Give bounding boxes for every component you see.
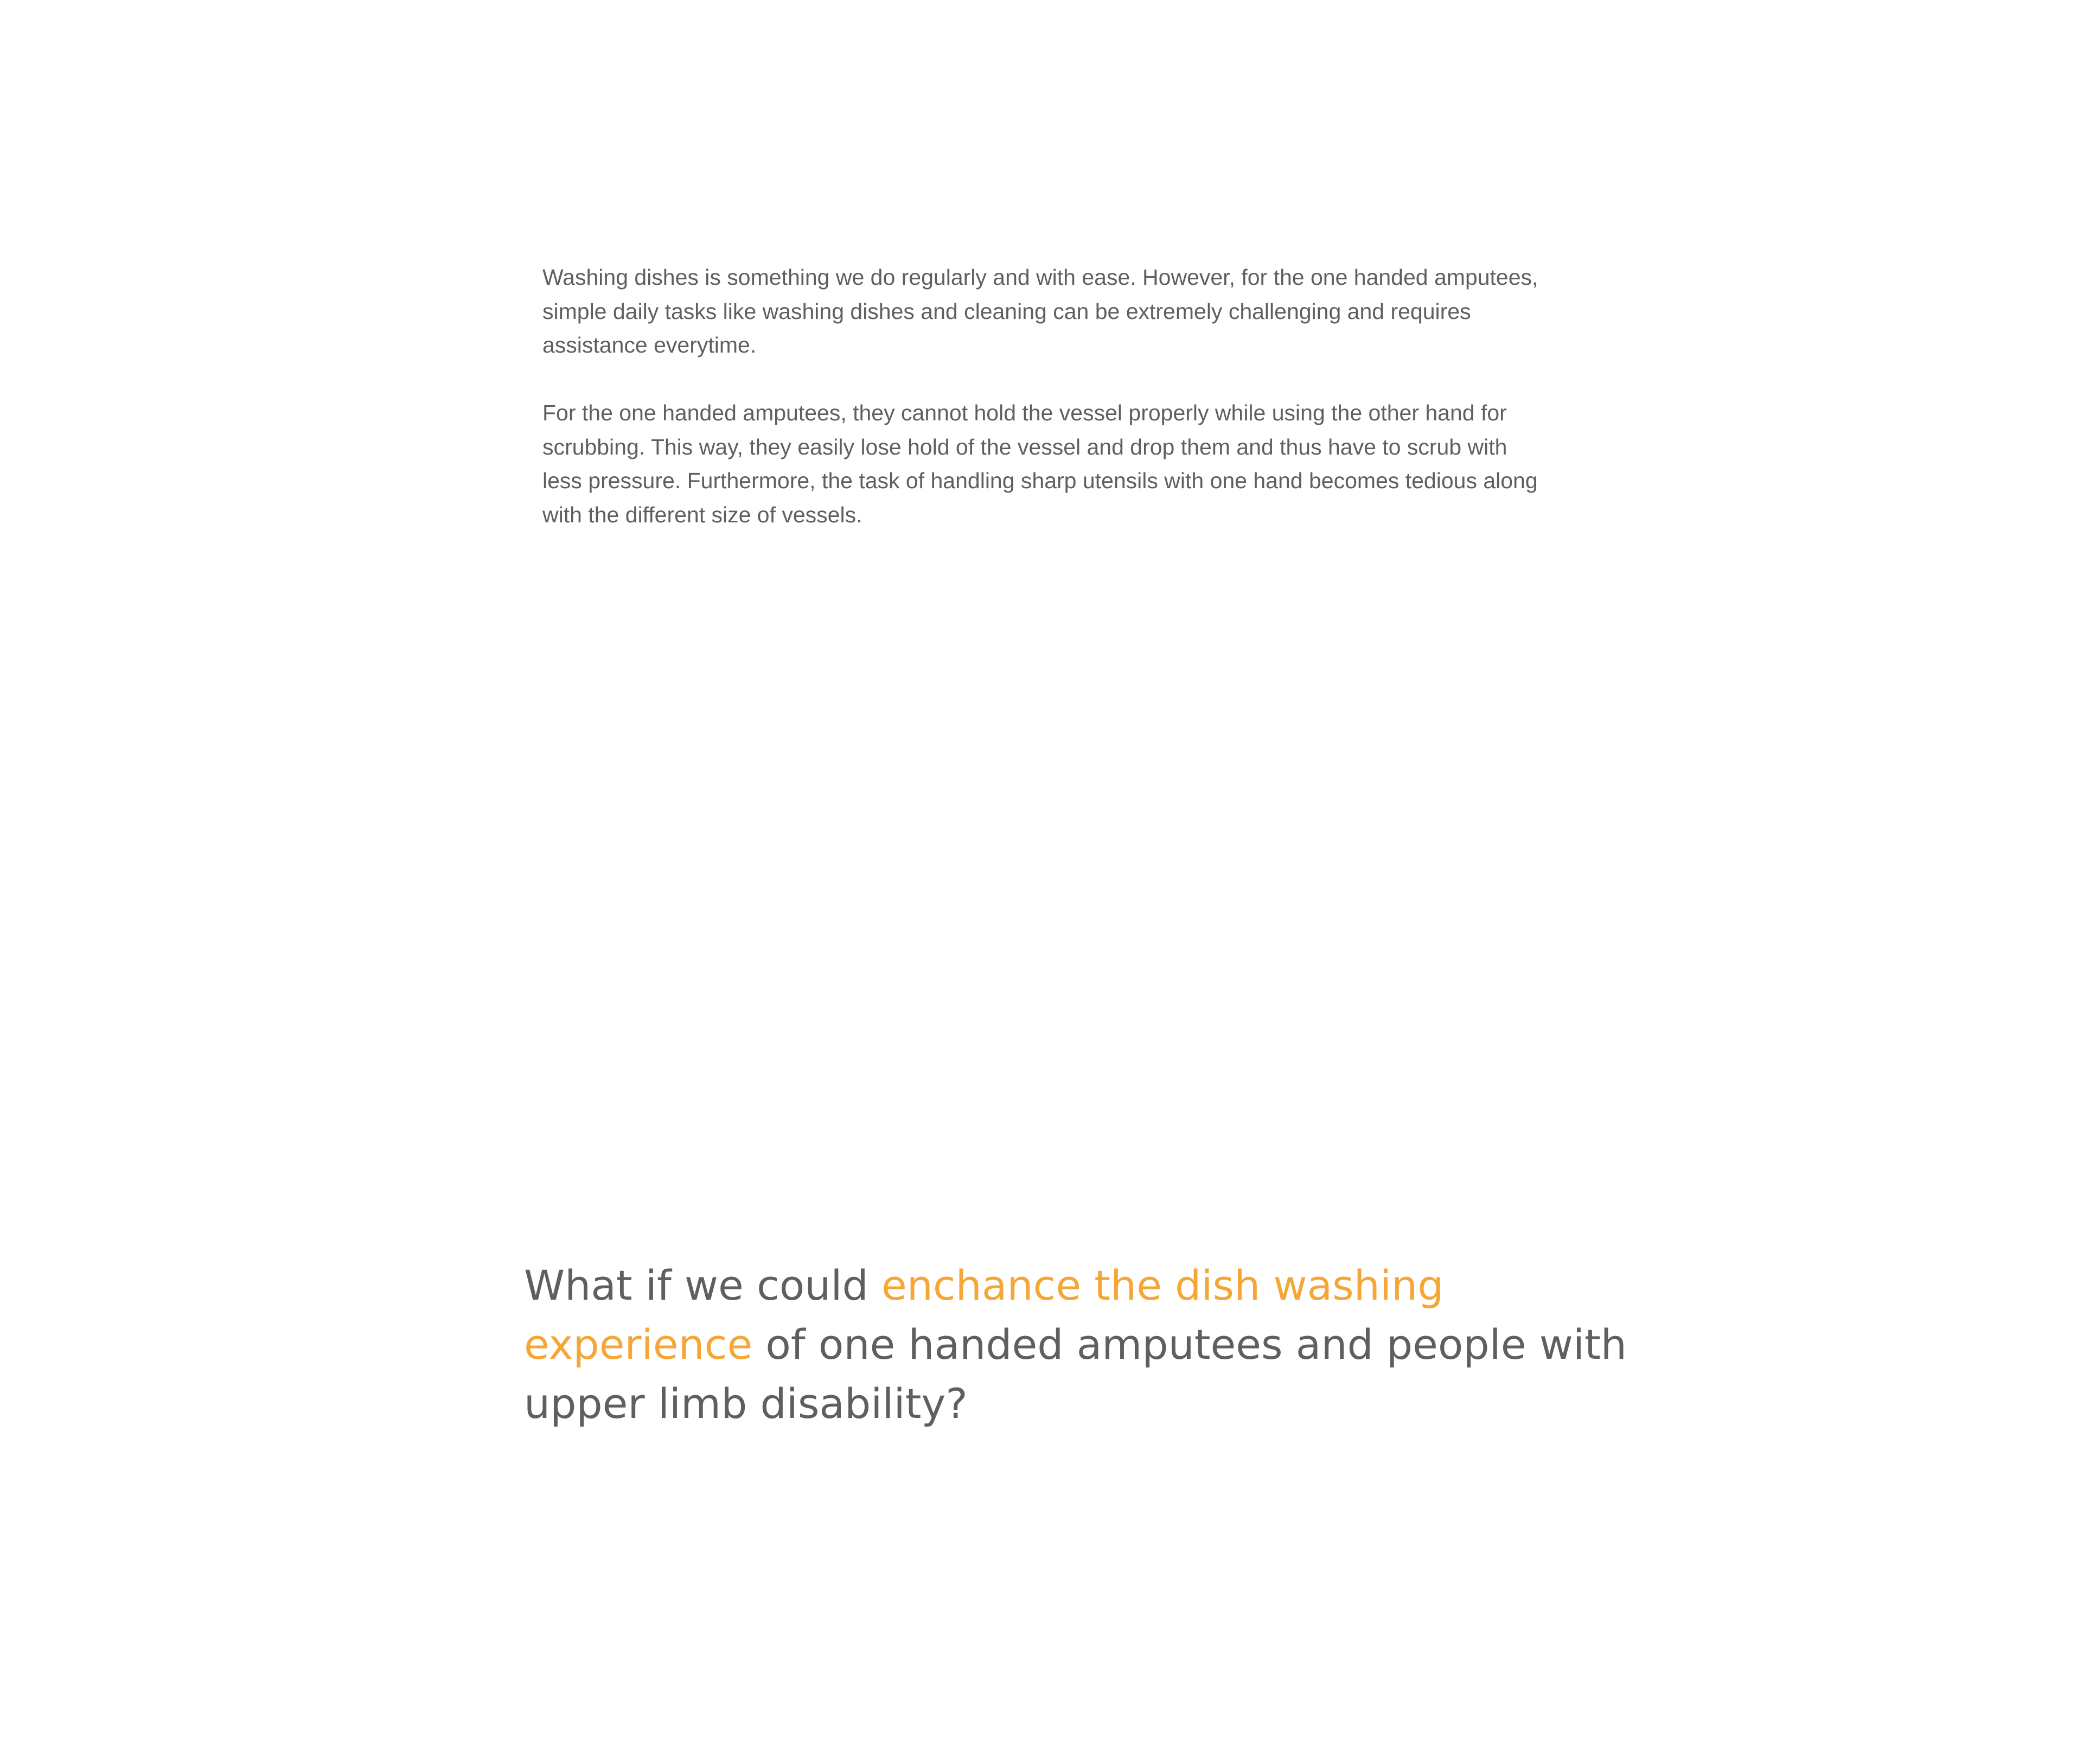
- intro-paragraph-2: For the one handed amputees, they cannot hold the vessel properly while using the other hand for scrubbing. This way, they easily lose hold of the vessel and drop them and thus have to scrub with less pressure. Furthermore, the task of handling sharp utensils with one hand becomes tedious along with the different size of vessels.: [542, 400, 1538, 527]
- intro-paragraph-1: Washing dishes is something we do regularly and with ease. However, for the one handed amputees, simple daily tasks like washing dishes and cleaning can be extremely challenging and requires assistance everytime.: [542, 265, 1538, 357]
- how-might-we-question: [524, 1256, 1685, 1433]
- question-tail: of one handed amputees and people with upper limb disability?: [524, 1320, 1627, 1428]
- question-lead: What if we could: [524, 1261, 868, 1309]
- question-highlight: enchance the dish washing experience: [524, 1261, 1444, 1369]
- intro-text-block: [542, 260, 1551, 532]
